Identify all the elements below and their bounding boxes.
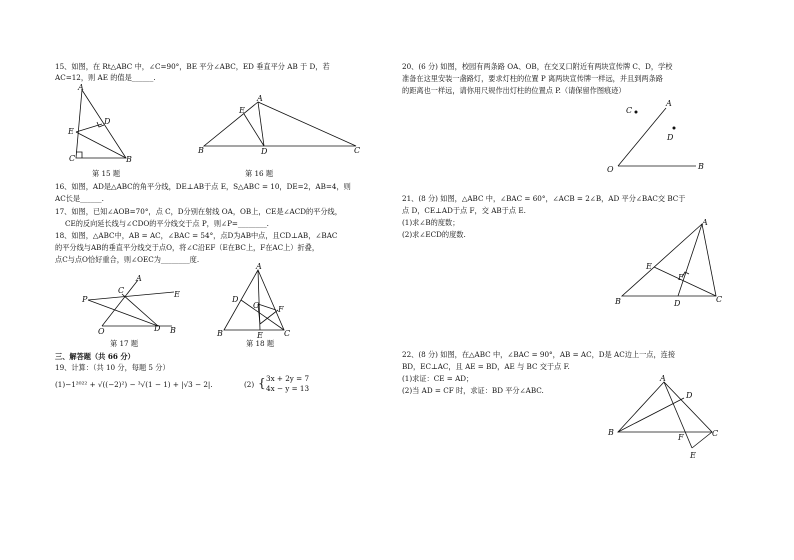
fig17-label-D: D (154, 324, 161, 333)
fig18-label-A: A (256, 262, 262, 271)
q18-line1: 18、如图，△ABC中，AB = AC，∠BAC = 54°，点D为AB中点，且CD⊥AB，∠BAC (55, 231, 338, 240)
q20-line1: 20、(6 分) 如图，校园有两条路 OA、OB，在交叉口附近有两块宣传牌 C、D，学校 (402, 62, 673, 71)
q19-part1: (1)−1²⁰²² + √((−2)²) − ³√(1 − 1) + |√3 − 2|. (55, 380, 213, 389)
q19-part2-label: (2) (244, 380, 255, 389)
fig15-label-A: A (78, 83, 84, 92)
fig17-label-P: P (82, 295, 88, 304)
fig17-label-A: A (136, 274, 142, 283)
figure-15 (66, 83, 136, 166)
q19-head: 19、计算：（共 10 分，每题 5 分） (55, 363, 170, 372)
fig22-label-E: E (690, 451, 696, 460)
q20-line2: 准备在这里安装一盏路灯，要求灯柱的位置 P 离两块宣传牌一样远，并且到两条路 (402, 74, 663, 83)
fig15-label-D: D (104, 117, 111, 126)
q15-line1: 15、如图，在 Rt△ABC 中，∠C=90°，BE 平分∠ABC，ED 垂直平分 AB 于 D，若 (55, 62, 330, 71)
q21-line1: 21、(8 分) 如图，△ABC 中，∠BAC = 60°，∠ACB = 2∠B，AD 平分∠BAC交 BC于 (402, 194, 686, 203)
fig18-label-B: B (217, 329, 223, 338)
fig22-label-F: F (678, 433, 684, 442)
q21-line4: (2)求∠ECD的度数. (402, 230, 466, 239)
q21-line2: 点 D，CE⊥AD于点 F，交 AB于点 E. (402, 206, 526, 215)
fig16-label-E: E (239, 106, 245, 115)
fig18-label-D: D (232, 295, 239, 304)
q18-line3: 点C与点O恰好重合，则∠OEC为________度. (55, 255, 200, 264)
fig16-label-B: B (198, 146, 204, 155)
fig17-label-E: E (174, 290, 180, 299)
fig21-label-B: B (615, 297, 621, 306)
q20-line3: 的距离也一样远，请你用尺规作出灯柱的位置点 P.（请保留作图痕迹） (402, 86, 626, 95)
fig20-label-D: D (667, 133, 674, 142)
fig21-label-C: C (716, 295, 723, 304)
fig15-label-B: B (126, 155, 132, 164)
fig16-caption: 第 16 题 (245, 169, 274, 178)
fig16-label-C: C (354, 146, 361, 155)
fig21-label-A: A (702, 218, 708, 227)
section-3-heading: 三、解答题（共 66 分） (55, 352, 135, 361)
q17-line2: CE的反向延长线与∠CDO的平分线交于点 P，则∠P=________. (65, 219, 269, 228)
figure-16 (196, 94, 366, 154)
q22-line2: BD，EC⊥AC，且 AE = BD，AE 与 BC 交于点 F. (402, 362, 570, 371)
fig18-label-O: O (253, 301, 260, 310)
fig17-label-C: C (118, 286, 125, 295)
q19-brace: { (258, 376, 266, 390)
fig20-label-B: B (698, 162, 704, 171)
q16-line2: AC长是______. (55, 194, 104, 203)
figure-17 (80, 276, 190, 336)
q19-eq2: 4x − y = 13 (266, 384, 310, 393)
fig17-caption: 第 17 题 (110, 339, 139, 348)
figure-20 (604, 98, 714, 176)
q22-line3: (1)求证：CE = AD； (402, 374, 474, 383)
fig15-label-E: E (68, 127, 74, 136)
fig21-label-D: D (674, 299, 681, 308)
fig22-label-C: C (712, 429, 719, 438)
fig15-caption: 第 15 题 (92, 169, 121, 178)
q16-line1: 16、如图，AD是△ABC的角平分线，DE⊥AB于点 E，S△ABC = 10，DE=2，AB=4，则 (55, 182, 351, 191)
q22-line4: (2)当 AD = CF 时，求证：BD 平分∠ABC. (402, 386, 544, 395)
fig16-label-A: A (257, 94, 263, 103)
fig20-label-O: O (607, 165, 614, 174)
figure-22 (604, 374, 724, 462)
q15-line2: AC=12，则 AE 的值是______. (55, 73, 156, 82)
fig20-label-C: C (626, 106, 633, 115)
q21-line3: (1)求∠B的度数； (402, 218, 460, 227)
figure-18 (214, 264, 294, 339)
fig22-label-A: A (660, 374, 666, 383)
q18-line2: 的平分线与AB的垂直平分线交于点O，将∠C沿EF（E在BC上，F在AC上）折叠， (55, 243, 320, 252)
figure-21 (612, 216, 732, 312)
fig18-label-C: C (284, 329, 291, 338)
fig22-label-D: D (686, 391, 693, 400)
fig16-label-D: D (261, 147, 268, 156)
fig18-label-F: F (278, 305, 284, 314)
fig22-label-B: B (608, 428, 614, 437)
fig18-caption: 第 18 题 (246, 339, 275, 348)
q22-line1: 22、(8 分) 如图，在△ABC 中，∠BAC = 90°，AB = AC，D是 AC边上一点，连接 (402, 350, 676, 359)
fig21-label-F: F (678, 273, 684, 282)
fig18-label-E: E (257, 331, 263, 340)
fig15-label-C: C (69, 154, 76, 163)
fig21-label-E: E (646, 262, 652, 271)
q17-line1: 17、如图，已知∠AOB=70°，点 C，D分别在射线 OA，OB上，CE是∠ACD的平分线， (55, 207, 342, 216)
fig17-label-B: B (170, 326, 176, 335)
fig20-label-A: A (666, 99, 672, 108)
q19-eq1: 3x + 2y = 7 (266, 374, 310, 383)
fig17-label-O: O (98, 327, 105, 336)
